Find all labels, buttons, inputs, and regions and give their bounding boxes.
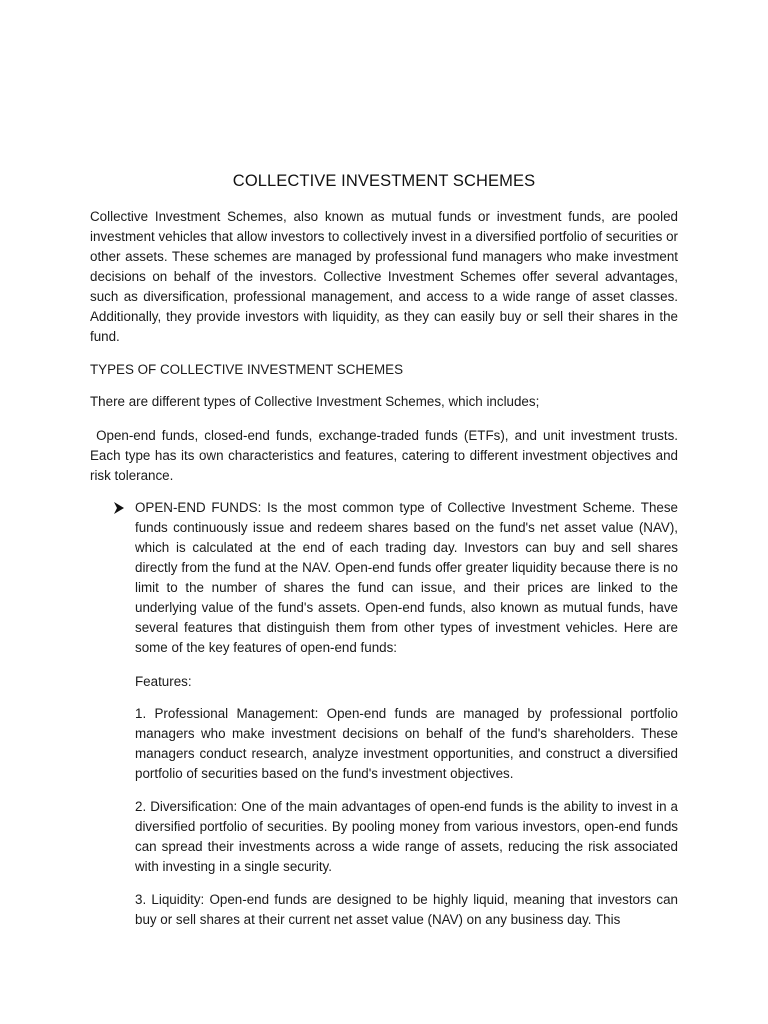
feature-item: 2. Diversification: One of the main advantages of open-end funds is the ability to invest in a diversified portfolio of securities. By pooling money from various investors, open-end funds can spread their investments across a wide range of assets, reducing the risk associated with investing in a single security.: [135, 799, 678, 874]
open-end-funds-description: : Is the most common type of Collective Investment Scheme. These funds continuously issue and redeem shares based on the fund's net asset value (NAV), which is calculated at the end of each trading day. Investors can buy and sell shares directly from the fund at the NAV. Open-end funds offer greater liquidity because there is no limit to the number of shares the fund can issue, and their prices are linked to the underlying value of the fund's assets. Open-end funds, also known as mutual funds, have several features that distinguish them from other types of investment vehicles. Here are some of the key features of open-end funds:: [135, 500, 679, 655]
types-lead-paragraph: There are different types of Collective Investment Schemes, which includes;: [90, 394, 540, 409]
feature-item: 1. Professional Management: Open-end funds are managed by professional portfolio managers who make investment decisions on behalf of the fund's shareholders. These managers conduct research, analyze investment opportunities, and construct a diversified portfolio of securities based on the fund's investment objectives.: [135, 706, 678, 781]
open-end-funds-term: OPEN-END FUNDS: [135, 500, 258, 515]
document-title: COLLECTIVE INVESTMENT SCHEMES: [232, 172, 536, 190]
open-end-funds-text: [135, 498, 678, 658]
features-heading: Features:: [135, 674, 192, 689]
arrowhead-bullet-icon: [113, 501, 125, 515]
types-list-paragraph: Open-end funds, closed-end funds, exchange-traded funds (ETFs), and unit investment trusts. Each type has its own characteristics and features, catering to different investment objectives and risk tolerance.: [90, 428, 682, 483]
feature-item: 3. Liquidity: Open-end funds are designed to be highly liquid, meaning that investors can buy or sell shares at their current net asset value (NAV) on any business day. This: [135, 892, 678, 927]
intro-paragraph: Collective Investment Schemes, also known as mutual funds or investment funds, are pooled investment vehicles that allow investors to collectively invest in a diversified portfolio of securities or other assets. These schemes are managed by professional fund managers who make investment decisions on behalf of the investors. Collective Investment Schemes offer several advantages, such as diversification, professional management, and access to a wide range of asset classes. Additionally, they provide investors with liquidity, as they can easily buy or sell their shares in the fund.: [90, 209, 678, 344]
types-heading: TYPES OF COLLECTIVE INVESTMENT SCHEMES: [90, 362, 404, 377]
